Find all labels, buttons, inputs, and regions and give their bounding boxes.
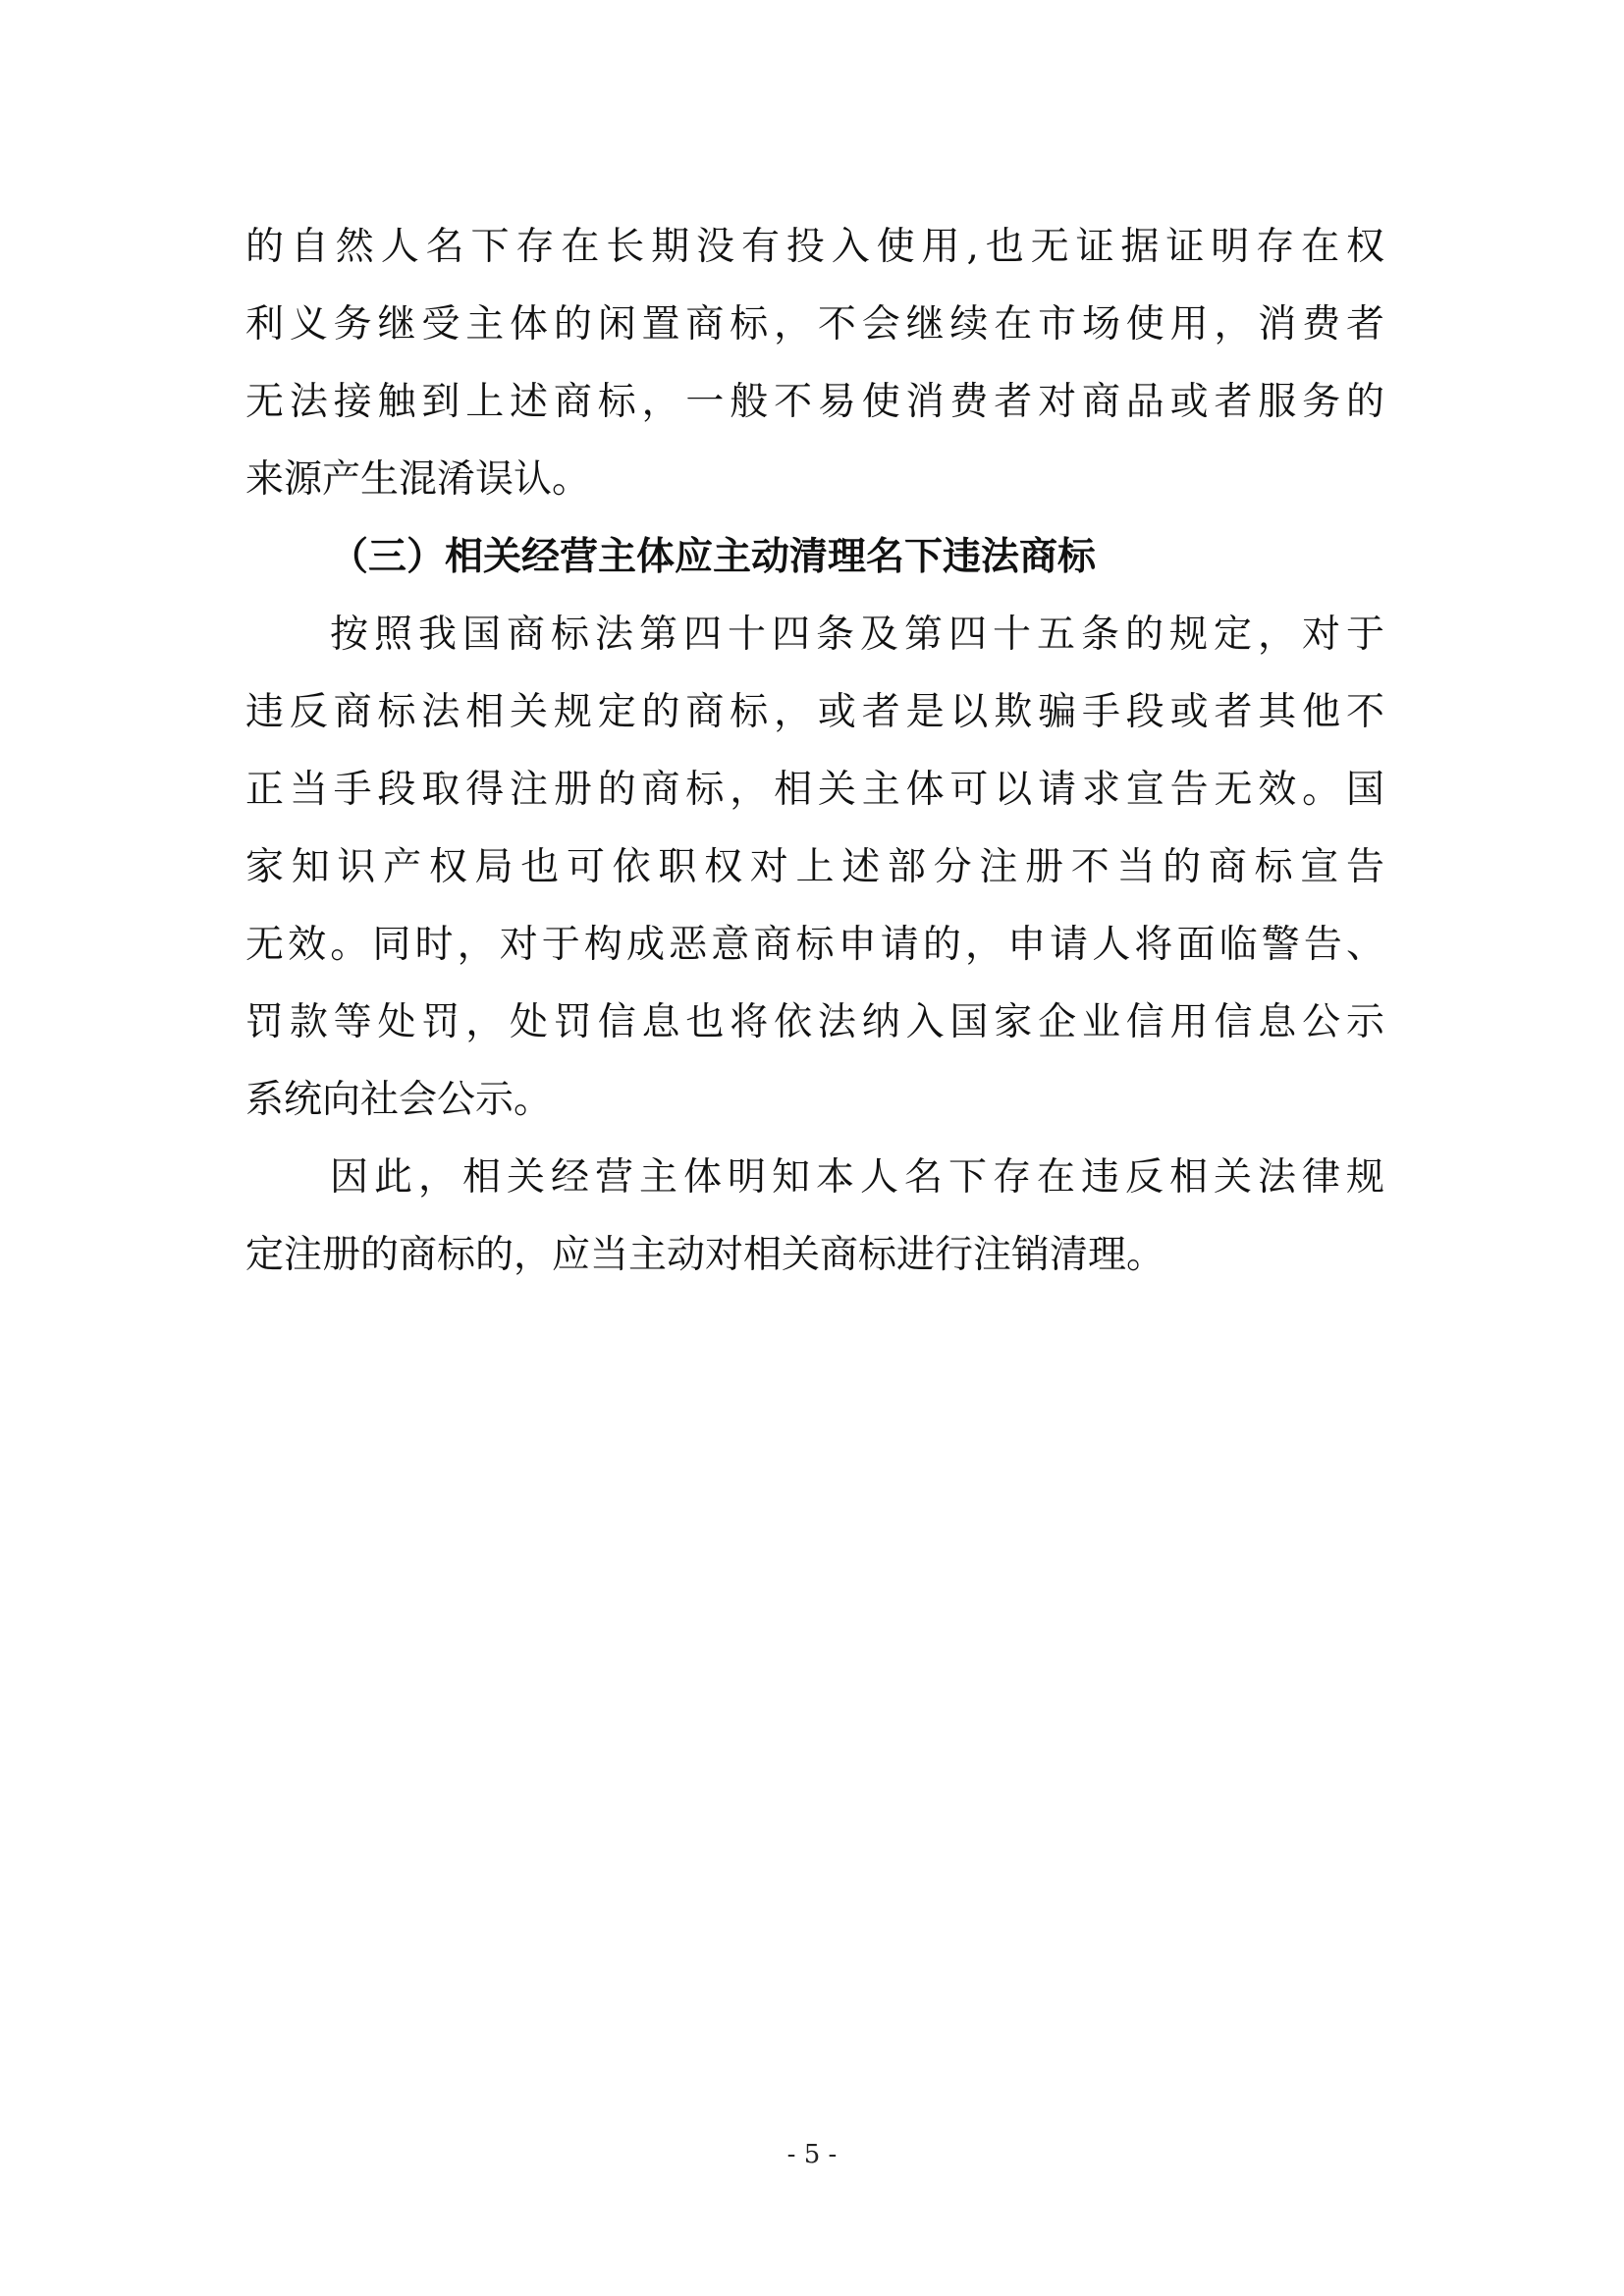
text-line: 正当手段取得注册的商标，相关主体可以请求宣告无效。国 <box>245 768 1384 812</box>
text-line: 罚款等处罚，处罚信息也将依法纳入国家企业信用信息公示 <box>245 1000 1384 1044</box>
document-body <box>245 208 1384 1294</box>
text-line: 因此，相关经营主体明知本人名下存在违反相关法律规 <box>330 1155 1384 1200</box>
text-line: 家知识产权局也可依职权对上述部分注册不当的商标宣告 <box>245 845 1384 889</box>
paragraph-continued <box>245 208 1384 518</box>
paragraph-conclusion <box>245 1139 1384 1294</box>
paragraph-legal-basis <box>245 596 1384 1139</box>
text-line: 违反商标法相关规定的商标，或者是以欺骗手段或者其他不 <box>245 690 1384 734</box>
text-line: 的自然人名下存在长期没有投入使用,也无证据证明存在权 <box>245 225 1384 269</box>
text-line: 无效。同时，对于构成恶意商标申请的，申请人将面临警告、 <box>245 923 1384 967</box>
text-line: 定注册的商标的，应当主动对相关商标进行注销清理。 <box>245 1233 1165 1277</box>
text-line: 来源产生混淆误认。 <box>245 457 591 502</box>
page-number: - 5 - <box>786 2140 838 2169</box>
text-line: 利义务继受主体的闲置商标，不会继续在市场使用，消费者 <box>245 302 1384 347</box>
text-line: 无法接触到上述商标，一般不易使消费者对商品或者服务的 <box>245 380 1384 424</box>
section-heading: （三）相关经营主体应主动清理名下违法商标 <box>330 535 1097 579</box>
text-line: 系统向社会公示。 <box>245 1078 553 1122</box>
text-line: 按照我国商标法第四十四条及第四十五条的规定，对于 <box>330 613 1384 657</box>
